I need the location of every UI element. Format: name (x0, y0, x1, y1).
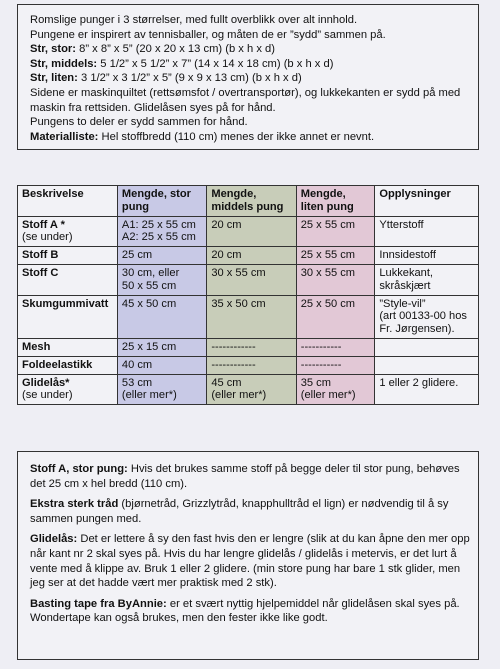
note-trad-text: (bjørnetråd, Grizzlytråd, knapphulltråd el lign) er nødvendig til å sy sammen pungen med. (30, 498, 449, 525)
intro-line: Sidene er maskinquiltet (rettsømsfot / overtransportør), og lukkekanten er sydd på med maskin fra rettsiden. Glidelåsen syes på for hånd. (30, 86, 461, 114)
cell-liten: 25 x 55 cm (296, 216, 375, 247)
cell-beskrivelse (18, 356, 118, 374)
cell-stor: 53 cm (eller mer*) (117, 374, 206, 405)
table-header-row (18, 186, 479, 217)
material-line (30, 130, 468, 145)
size-middels-label: Str, middels: (30, 57, 98, 70)
row-name: Skumgummivatt (22, 297, 109, 310)
cell-opplysninger: 1 eller 2 glidere. (375, 374, 479, 405)
header-opplysninger: Opplysninger (375, 186, 479, 217)
cell-beskrivelse (18, 338, 118, 356)
cell-stor: 40 cm (117, 356, 206, 374)
cell-opplysninger: Ytterstoff (375, 216, 479, 247)
cell-beskrivelse (18, 247, 118, 265)
table-row (18, 295, 479, 338)
intro-line: Pungens to deler er sydd sammen for hånd. (30, 116, 248, 129)
cell-opplysninger: ”Style-vil” (art 00133-00 hos Fr. Jørgensen). (375, 295, 479, 338)
cell-stor: 30 cm, eller 50 x 55 cm (117, 264, 206, 295)
row-name: Stoff C (22, 266, 59, 279)
note-stoff-a-label: Stoff A, stor pung: (30, 463, 128, 475)
cell-middels: ------------ (207, 338, 296, 356)
cell-opplysninger: Innsidestoff (375, 247, 479, 265)
note-basting (30, 597, 470, 626)
materials-table (17, 185, 479, 405)
table-row (18, 247, 479, 265)
row-name: Mesh (22, 340, 51, 353)
header-liten: Mengde, liten pung (296, 186, 375, 217)
table-row (18, 374, 479, 405)
table-row (18, 338, 479, 356)
note-basting-text: er et svært nyttig hjelpemiddel når glidelåsen skal syes på. Wondertape kan også brukes, men den fester ikke like godt. (30, 597, 460, 625)
row-name: Foldeelastikk (22, 358, 93, 371)
cell-opplysninger (375, 338, 479, 356)
row-subnote: (se under) (22, 389, 73, 402)
size-stor (30, 42, 468, 57)
intro-line: Romslige punger i 3 størrelser, med fullt overblikk over alt innhold. (30, 14, 358, 26)
cell-liten: ----------- (296, 356, 375, 374)
cell-opplysninger: Lukkekant, skråskjært (375, 264, 479, 295)
cell-beskrivelse (18, 374, 118, 405)
note-trad-label: Ekstra sterk tråd (30, 498, 119, 511)
cell-beskrivelse (18, 295, 118, 338)
cell-middels: 45 cm (eller mer*) (207, 374, 296, 405)
note-glidelas (30, 532, 470, 590)
row-name: Stoff A * (22, 218, 65, 231)
cell-middels: 20 cm (207, 247, 296, 265)
cell-beskrivelse (18, 264, 118, 295)
cell-stor: 25 x 15 cm (117, 338, 206, 356)
cell-middels: ------------ (207, 356, 296, 374)
cell-liten: 35 cm (eller mer*) (296, 374, 375, 405)
table-row (18, 216, 479, 247)
cell-stor: 45 x 50 cm (117, 295, 206, 338)
size-stor-label: Str, stor: (30, 43, 77, 56)
note-stoff-a-text: Hvis det brukes samme stoff på begge deler til stor pung, behøves det 25 cm x hel bredd (110 cm). (30, 463, 460, 490)
size-liten (30, 71, 468, 86)
row-name: Stoff B (22, 249, 59, 262)
cell-liten: 30 x 55 cm (296, 264, 375, 295)
table-row (18, 264, 479, 295)
cell-middels: 35 x 50 cm (207, 295, 296, 338)
cell-stor: 25 cm (117, 247, 206, 265)
material-label: Materialliste: (30, 130, 99, 143)
intro-box (17, 4, 479, 150)
row-name: Glidelås* (22, 376, 70, 389)
table-row (18, 356, 479, 374)
size-stor-value: 8” x 8” x 5” (20 x 20 x 13 cm) (b x h x d) (76, 43, 275, 56)
cell-liten: ----------- (296, 338, 375, 356)
header-middels: Mengde, middels pung (207, 186, 296, 217)
cell-liten: 25 x 50 cm (296, 295, 375, 338)
header-beskrivelse: Beskrivelse (18, 186, 118, 217)
notes-box (17, 451, 479, 660)
header-stor: Mengde, stor pung (117, 186, 206, 217)
material-value: Hel stoffbredd (110 cm) menes der ikke annet er nevnt. (98, 130, 375, 143)
size-liten-label: Str, liten: (30, 72, 78, 85)
cell-middels: 30 x 55 cm (207, 264, 296, 295)
row-subnote: (se under) (22, 231, 73, 244)
note-glidelas-text: Det er lettere å sy den fast hvis den er lengre (slik at du kan åpne den mer opp når kant nr 2 skal syes på. Hvis du har lengre glidelås / glidelås i metervis, er det lurt å vente med å klippe av. Bruk 1 eller 2 glidere. (min store pung har bare 1 stk glider, men jeg ser at det hadde vært mer praktisk med 2 stk). (30, 533, 470, 590)
cell-stor: A1: 25 x 55 cm A2: 25 x 55 cm (117, 216, 206, 247)
note-trad (30, 497, 470, 526)
note-stoff-a (30, 462, 470, 491)
intro-line: Pungene er inspirert av tennisballer, og måten de er ”sydd” sammen på. (30, 28, 386, 41)
size-liten-value: 3 1/2” x 3 1/2” x 5” (9 x 9 x 13 cm) (b x h x d) (77, 72, 302, 85)
size-middels (30, 57, 468, 72)
cell-beskrivelse (18, 216, 118, 247)
cell-liten: 25 x 55 cm (296, 247, 375, 265)
note-glidelas-label: Glidelås: (30, 533, 78, 546)
cell-opplysninger (375, 356, 479, 374)
size-middels-value: 5 1/2” x 5 1/2” x 7” (14 x 14 x 18 cm) (b x h x d) (97, 57, 334, 70)
cell-middels: 20 cm (207, 216, 296, 247)
note-basting-label: Basting tape fra ByAnnie: (30, 597, 167, 610)
